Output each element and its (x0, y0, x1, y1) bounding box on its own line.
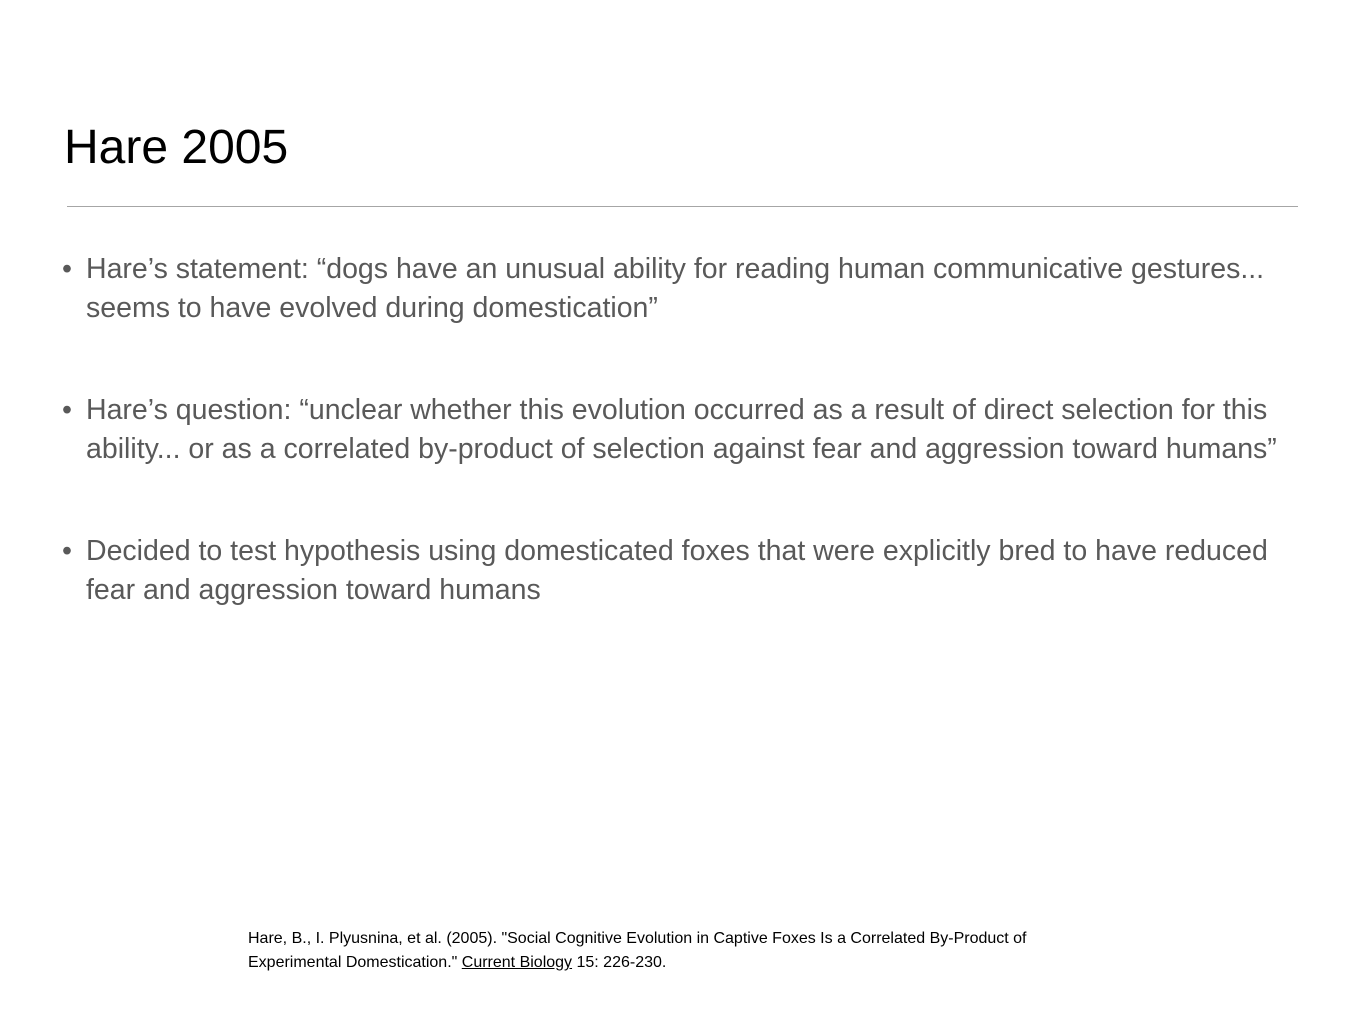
bullet-text: Hare’s question: “unclear whether this evolution occurred as a result of direct selection for this ability... or as a correlated by-product of selection against fear and aggression toward humans” (86, 394, 1277, 465)
bullet-list (62, 250, 1322, 673)
bullet-text: Hare’s statement: “dogs have an unusual ability for reading human communicative gestures... seems to have evolved during domestication” (86, 253, 1265, 324)
slide-title: Hare 2005 (64, 121, 289, 174)
citation-prefix: Hare, B., I. Plyusnina, et al. (2005). "Social Cognitive Evolution in Captive Foxes Is a Correlated By-Product of Experimental Domestication." (248, 930, 1027, 971)
bullet-item (62, 391, 1322, 469)
citation-suffix: 15: 226-230. (572, 954, 667, 971)
citation-journal: Current Biology (461, 954, 573, 971)
bullet-item (62, 532, 1322, 610)
citation (248, 927, 1088, 975)
bullet-marker: • (62, 394, 72, 426)
bullet-marker: • (62, 253, 72, 285)
title-divider (67, 206, 1298, 207)
bullet-text: Decided to test hypothesis using domesticated foxes that were explicitly bred to have reduced fear and aggression toward humans (86, 535, 1268, 606)
bullet-item (62, 250, 1322, 328)
bullet-marker: • (62, 535, 72, 567)
